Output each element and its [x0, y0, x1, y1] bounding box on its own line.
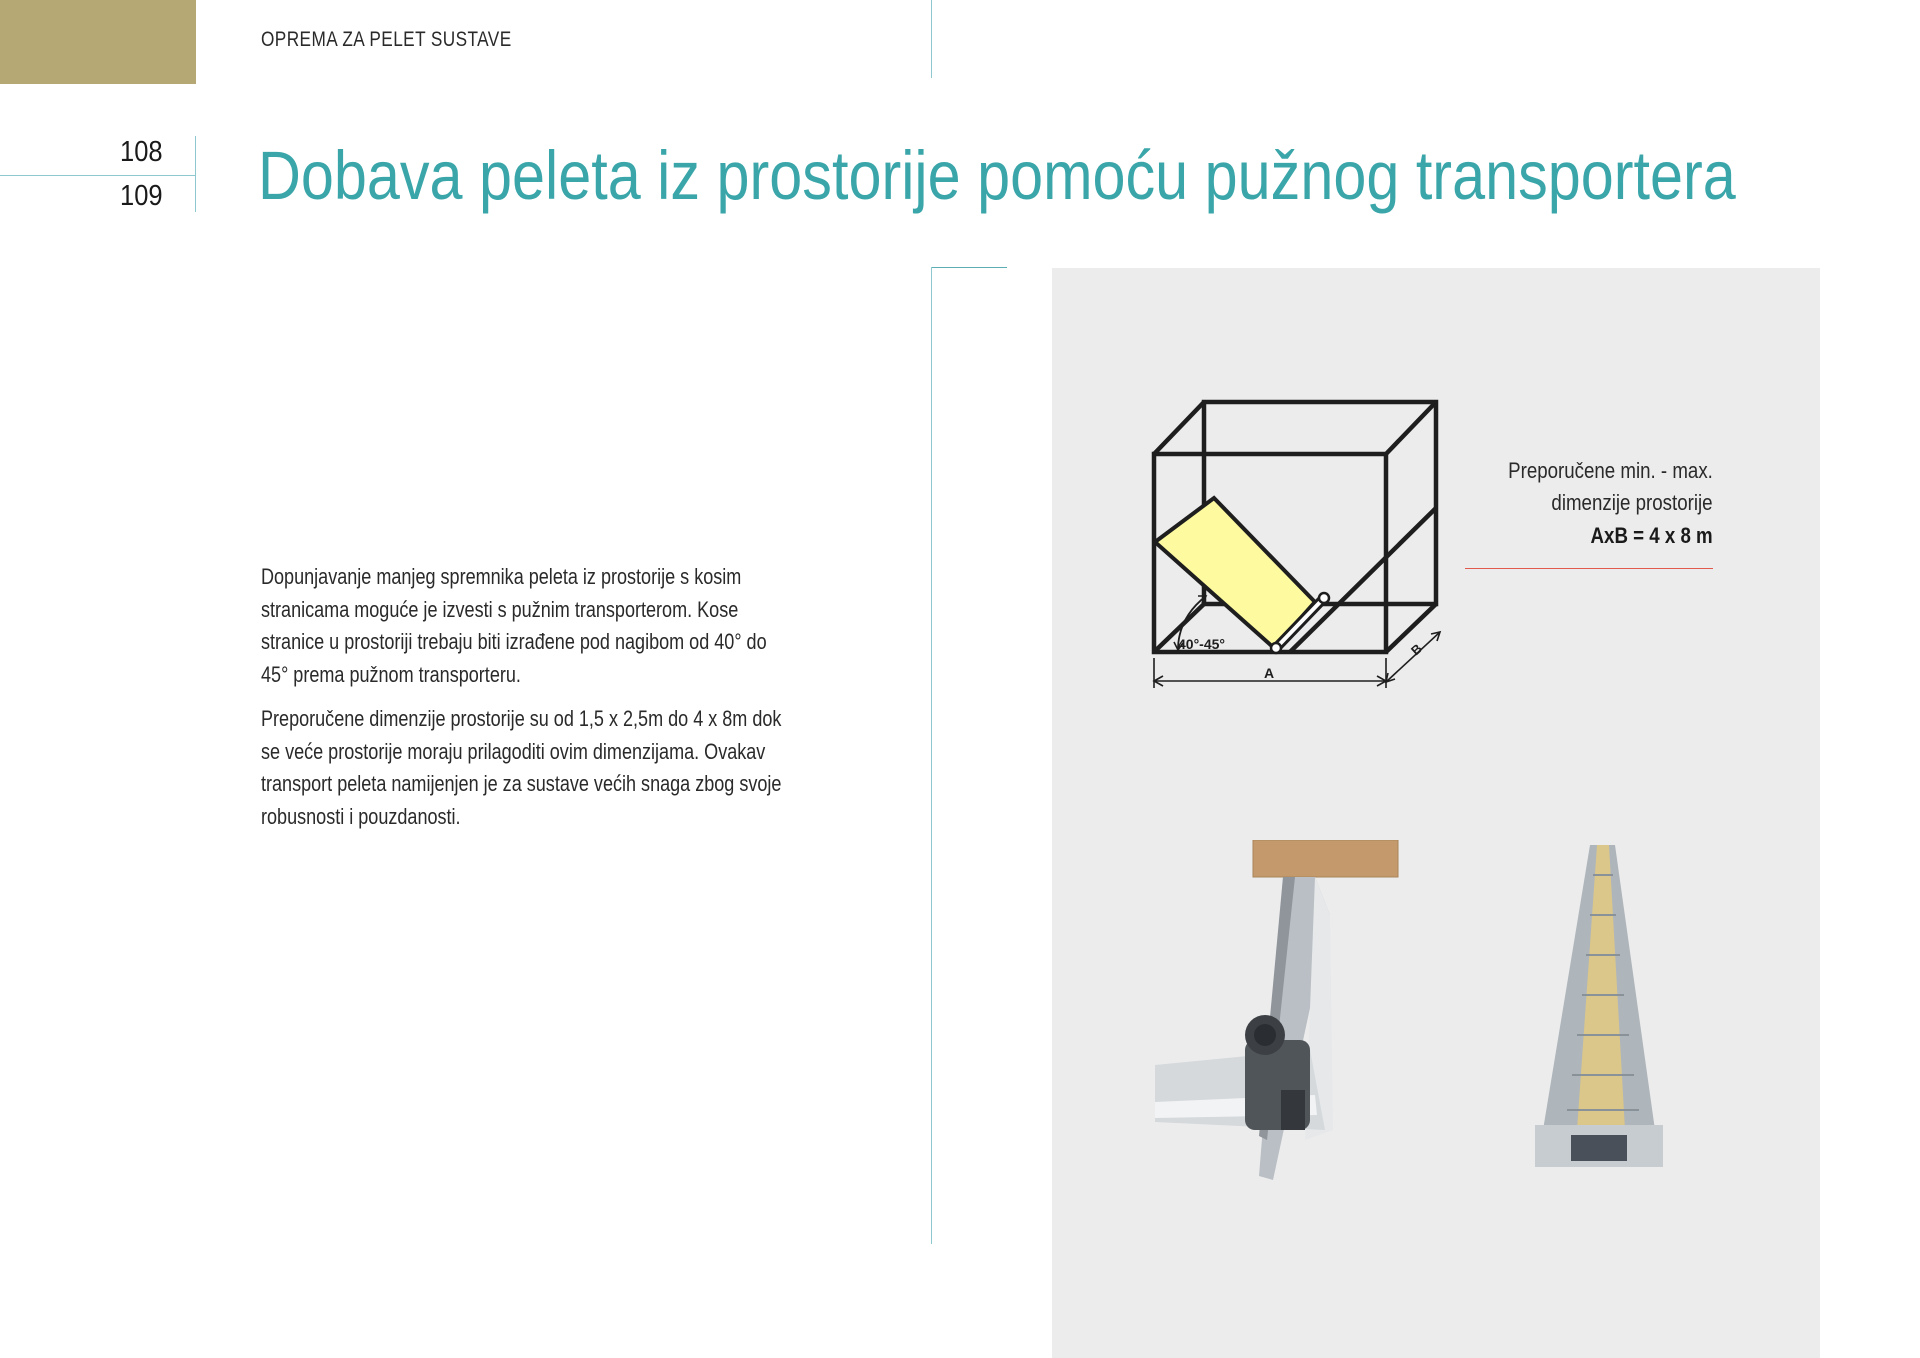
page-title: Dobava peleta iz prostorije pomoću pužnog transportera	[258, 137, 1736, 214]
auger-motor-photo	[1155, 840, 1420, 1180]
column-divider-top	[931, 267, 1007, 268]
page-number-vline	[195, 136, 196, 212]
note-underline	[1465, 568, 1713, 569]
dimension-note-line-2: dimenzije prostorije	[1551, 490, 1713, 515]
dimension-b	[1386, 632, 1440, 682]
slope-line	[1290, 508, 1436, 652]
page-number-left: 108	[120, 136, 163, 168]
wooden-board	[1253, 840, 1398, 877]
column-divider	[931, 267, 932, 1244]
room-diagram	[1150, 396, 1450, 696]
auger-channel-photo	[1535, 845, 1665, 1170]
angle-label: 40°-45°	[1178, 636, 1226, 652]
page-number-divider	[0, 175, 196, 176]
dimension-note-line-1: Preporučene min. - max.	[1508, 458, 1713, 483]
dimension-a-label: A	[1264, 665, 1275, 681]
body-paragraph-2: Preporučene dimenzije prostorije su od 1,5 x 2,5m do 4 x 8m dok se veće prostorije moraju prilagoditi ovim dimenzijama. Ovakav transport peleta namijenjen je za sustave većih snaga zbog svoje robusnosti i pouzdanosti.	[261, 706, 782, 829]
corner-color-block	[0, 0, 196, 84]
body-paragraph-1: Dopunjavanje manjeg spremnika peleta iz prostorije s kosim stranicama moguće je izvesti s pužnim transporterom. Kose stranice u prostoriji trebaju biti izrađene pod nagibom od 40° do 45° prema pužnom transporteru.	[261, 564, 767, 687]
section-label: OPREMA ZA PELET SUSTAVE	[261, 28, 512, 51]
dimension-b-label: B	[1407, 640, 1425, 659]
page-number-right: 109	[120, 180, 163, 212]
divider-top	[931, 0, 932, 78]
dimension-note-value: AxB = 4 x 8 m	[1590, 523, 1713, 548]
